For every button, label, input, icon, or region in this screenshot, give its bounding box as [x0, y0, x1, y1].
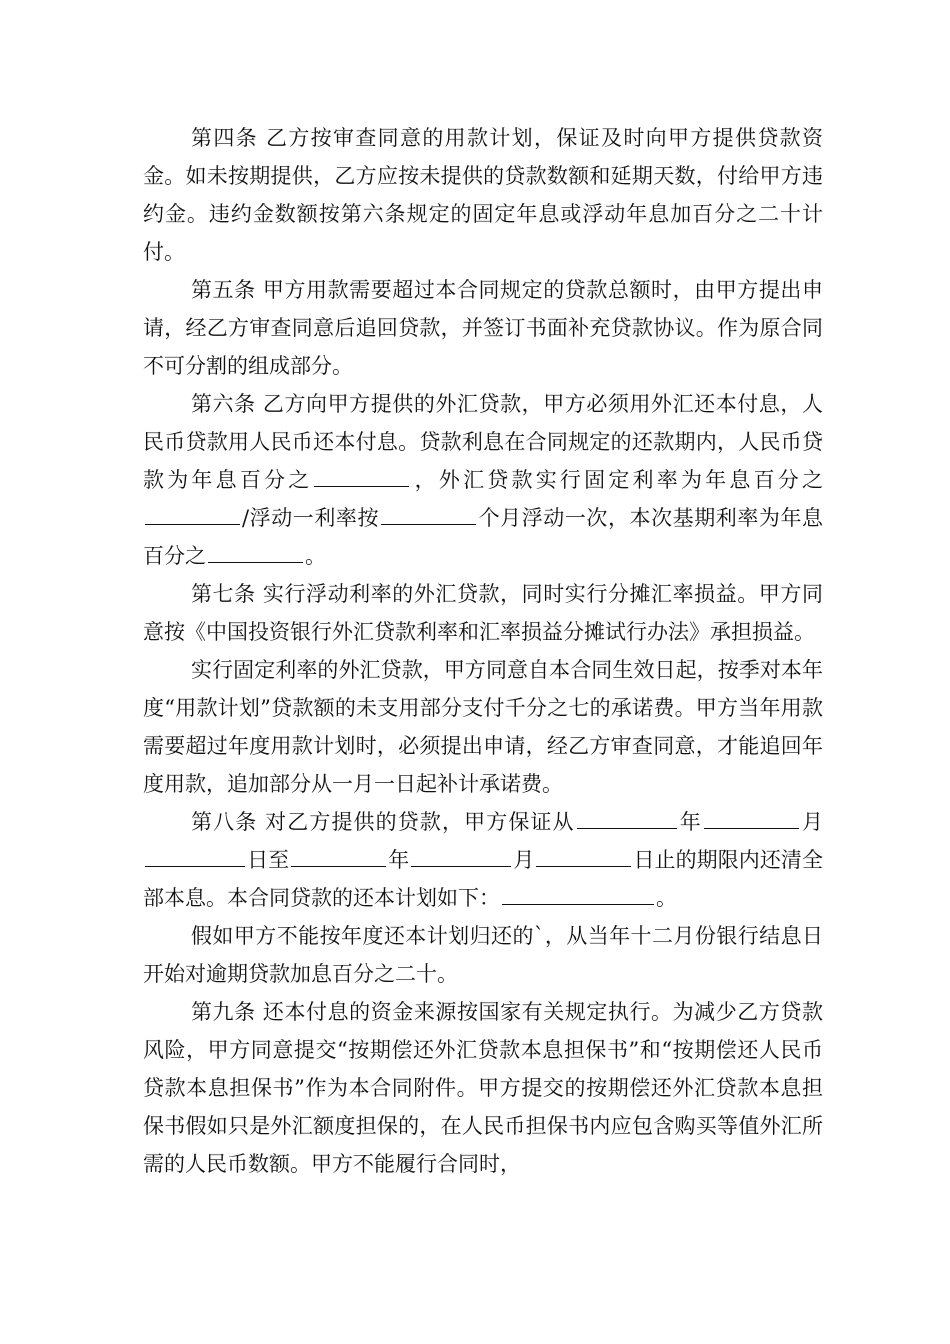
article-8-overdue: 假如甲方不能按年度还本计划归还的`，从当年十二月份银行结息日开始对逾期贷款加息百分之二十。 — [143, 924, 823, 986]
article-8-part-2: 年 — [678, 810, 702, 834]
article-7-fixed-rate: 实行固定利率的外汇贷款，甲方同意自本合同生效日起，按季对本年度“用款计划”贷款额的未支用部分支付千分之七的承诺费。甲方当年用款需要超过年度用款计划时，必须提出申请，经乙方审查同意，才能追回年度用款，追加部分从一月一日起补计承诺费。 — [143, 658, 823, 796]
article-8-part-6: 月 — [513, 848, 535, 872]
article-8-part-4: 日至 — [247, 848, 290, 872]
article-6-part-1: 第六条 乙方向甲方提供的外汇贷款，甲方必须用外汇还本付息，人民币贷款用人民币还本付息。贷款利息在合同规定的还款期内，人民币贷款为年息百分之 — [143, 392, 823, 492]
float-period-blank — [381, 504, 476, 525]
article-8 — [143, 803, 823, 917]
rmb-rate-blank — [314, 466, 409, 487]
start-year-blank — [577, 808, 677, 829]
end-year-blank — [291, 846, 386, 867]
article-8-part-1: 第八条 对乙方提供的贷款，甲方保证从 — [191, 810, 575, 834]
article-4: 第四条 乙方按审查同意的用款计划，保证及时向甲方提供贷款资金。如未按期提供，乙方应按未提供的贷款数额和延期天数，付给甲方违约金。违约金数额按第六条规定的固定年息或浮动年息加百分之二十计付。 — [143, 126, 823, 264]
article-8-part-3: 月 — [800, 810, 824, 834]
article-6-part-5: 。 — [305, 544, 326, 568]
start-month-blank — [704, 808, 799, 829]
article-6 — [143, 385, 823, 575]
article-8-part-5: 年 — [388, 848, 410, 872]
article-5: 第五条 甲方用款需要超过本合同规定的贷款总额时，由甲方提出申请，经乙方审查同意后追回贷款，并签订书面补充贷款协议。作为原合同不可分割的组成部分。 — [143, 278, 823, 378]
end-day-blank — [536, 846, 631, 867]
article-6-part-2: ，外汇贷款实行固定利率为年息百分之 — [411, 468, 824, 492]
end-month-blank — [411, 846, 511, 867]
article-6-part-4: 个月浮动一次，本次基期利率为年息百分之 — [143, 506, 824, 568]
article-6-part-3: /浮动一利率按 — [242, 506, 380, 530]
start-day-blank — [145, 846, 245, 867]
article-9: 第九条 还本付息的资金来源按国家有关规定执行。为减少乙方贷款风险，甲方同意提交“按期偿还外汇贷款本息担保书”和“按期偿还人民币贷款本息担保书”作为本合同附件。甲方提交的按期偿还外汇贷款本息担保书假如只是外汇额度担保的，在人民币担保书内应包含购买等值外汇所需的人民币数额。甲方不能履行合同时， — [143, 1000, 823, 1176]
repayment-plan-blank — [502, 884, 654, 905]
article-8-part-8: 。 — [656, 886, 677, 910]
contract-text — [143, 119, 823, 1183]
fixed-rate-blank — [145, 504, 240, 525]
base-rate-blank — [208, 542, 303, 563]
article-8-part-7: 日止的期限内还清全部本息。本合同贷款的还本计划如下： — [143, 848, 823, 910]
article-7: 第七条 实行浮动利率的外汇贷款，同时实行分摊汇率损益。甲方同意按《中国投资银行外汇贷款利率和汇率损益分摊试行办法》承担损益。 — [143, 582, 823, 644]
